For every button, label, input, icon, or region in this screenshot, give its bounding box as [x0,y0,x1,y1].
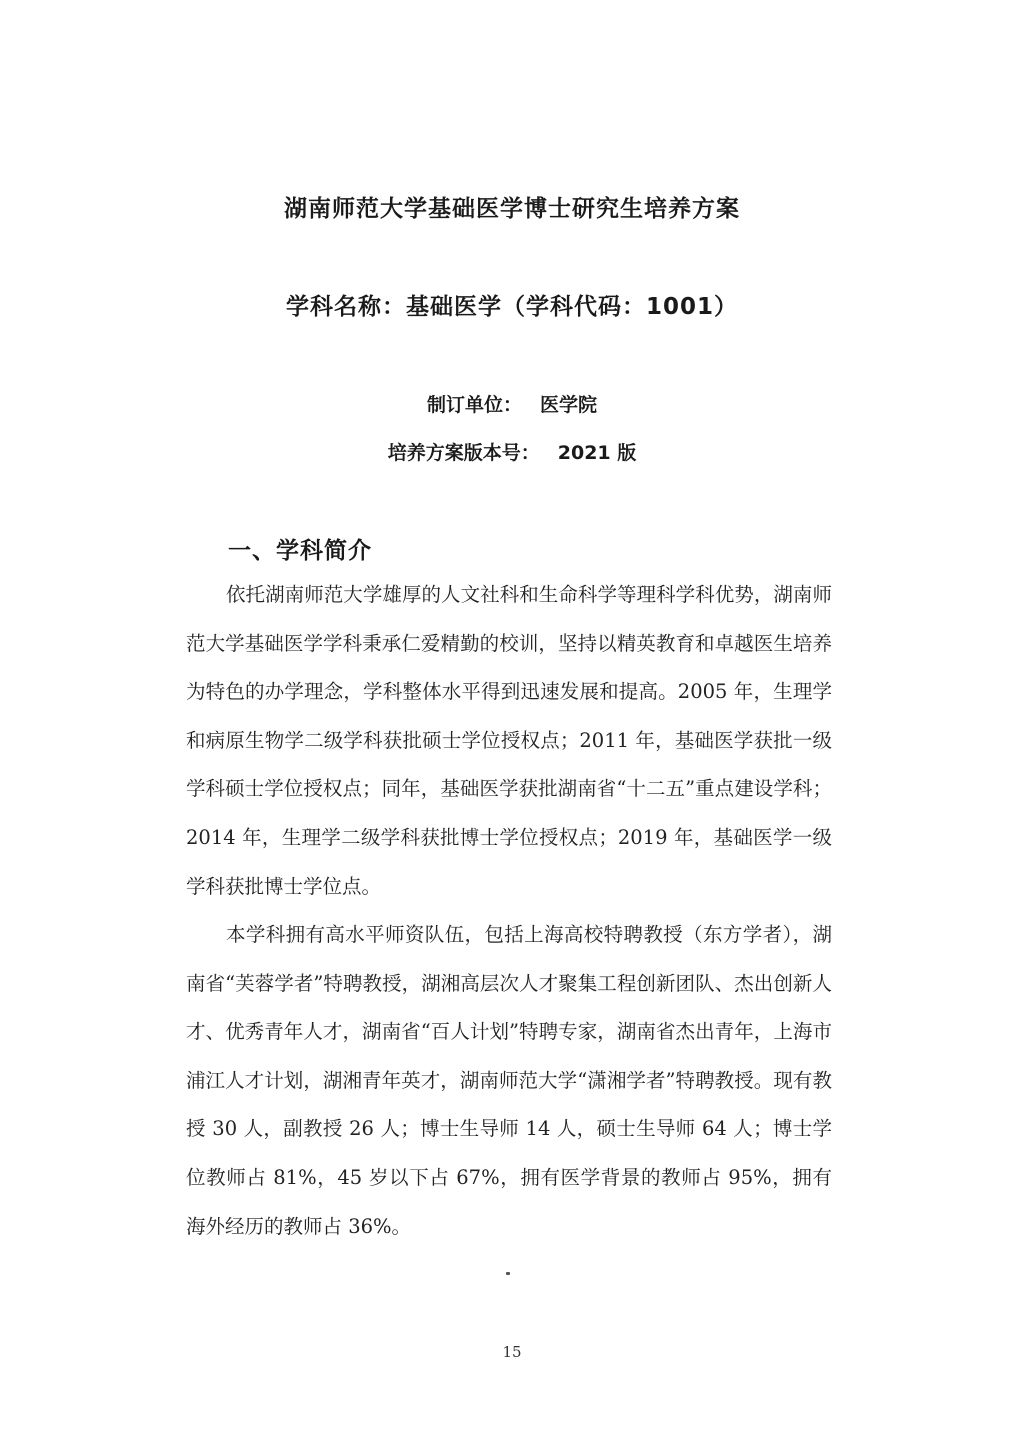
subject-name-line: 学科名称：基础医学（学科代码：1001） [285,294,738,320]
drafting-unit-label: 制订单位： [426,394,522,416]
page-number: 15 [502,1343,522,1361]
drafting-unit-line [0,390,1024,417]
body-paragraph: 本学科拥有高水平师资队伍，包括上海高校特聘教授（东方学者），湖南省“芙蓉学者”特聘教授，湖湘高层次人才聚集工程创新团队、杰出创新人才、优秀青年人才，湖南省“百人计划”特聘专家，湖南省杰出青年，上海市浦江人才计划，湖湘青年英才，湖南师范大学“潇湘学者”特聘教授。现有教授 30 人，副教授 26 人；博士生导师 14 人，硕士生导师 64 人；博士学位教师占 81%，45 岁以下占 67%，拥有医学背景的教师占 95%，拥有海外经历的教师占 36%。 [186,923,832,1238]
version-value: 2021 版 [557,442,637,464]
body-paragraph: 依托湖南师范大学雄厚的人文社科和生命科学等理科学科优势，湖南师范大学基础医学学科秉承仁爱精勤的校训，坚持以精英教育和卓越医生培养为特色的办学理念，学科整体水平得到迅速发展和提高。2005 年，生理学和病原生物学二级学科获批硕士学位授权点；2011 年，基础医学获批一级学科硕士学位授权点；同年，基础医学获批湖南省“十二五”重点建设学科；2014 年，生理学二级学科获批博士学位授权点；2019 年，基础医学一级学科获批博士学位点。 [186,583,832,898]
drafting-unit-value: 医学院 [540,394,598,416]
version-label: 培养方案版本号： [387,442,540,464]
version-line [0,438,1024,465]
document-title: 湖南师范大学基础医学博士研究生培养方案 [284,196,740,222]
section-heading: 一、学科简介 [228,538,372,564]
stray-mark [506,1272,510,1275]
